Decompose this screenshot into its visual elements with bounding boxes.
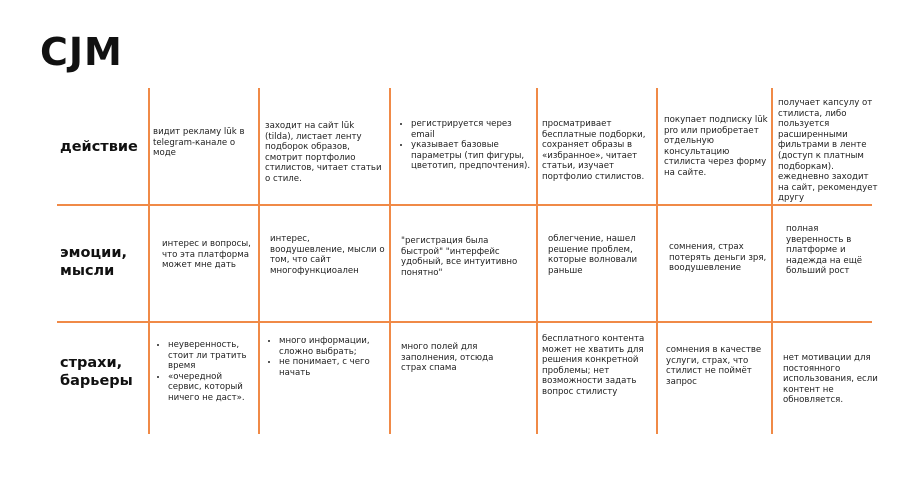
cell-action-5: покупает подписку lūk pro или приобретает отдельную консультацию стилиста через форму на сайте.	[664, 115, 768, 178]
cell-fears-4: бесплатного контента может не хватить для решения конкретной проблемы; нет возможности задать вопрос стилисту	[542, 334, 645, 397]
cell-emotions-2: интерес, воодушевление, мысли о том, что сайт многофункциоален	[270, 234, 385, 276]
column-divider-3	[389, 88, 391, 434]
column-divider-5	[656, 88, 658, 434]
cell-action-2: заходит на сайт lūk (tilda), листает ленту подборок образов, смотрит портфолио стилистов, читает статьи о стиле.	[265, 121, 382, 184]
cell-emotions-6: полная уверенность в платформе и надежда на ещё больший рост	[786, 224, 863, 277]
row-label-action: действие	[60, 139, 138, 155]
cell-emotions-4: облегчение, нашел решение проблем, которые волновали раньше	[548, 234, 638, 276]
row-label-emotions: эмоции, мысли	[60, 245, 127, 279]
cell-fears-2-item: • много информации, сложно выбрать;	[279, 336, 388, 357]
row-divider-2	[57, 321, 872, 323]
cell-action-4: просматривает бесплатные подборки, сохраняет образы в «избранное», читает статьи, изучает портфолио стилистов.	[542, 119, 646, 182]
cell-fears-3: много полей для заполнения, отсюда страх спама	[401, 342, 494, 374]
cell-action-6: получает капсулу от стилиста, либо пользуется расширенными фильтрами в ленте (доступ к платным подборкам). ежедневно заходит на сайт, рекомендует другу	[778, 98, 878, 204]
cell-fears-1-item: • «очередной сервис, который ничего не даст».	[168, 372, 253, 404]
cell-emotions-1: интерес и вопросы, что эта платформа может мне дать	[162, 239, 251, 271]
cell-action-1: видит рекламу lūk в telegram-канале о моде	[153, 127, 245, 159]
cell-fears-5: сомнения в качестве услуги, страх, что стилист не поймёт запрос	[666, 345, 762, 387]
cell-action-3	[400, 119, 534, 172]
cell-fears-6: нет мотивации для постоянного использования, если контент не обновляется.	[783, 353, 878, 406]
cell-fears-1-item: • неуверенность, стоит ли тратить время	[168, 340, 253, 372]
cell-action-3-item: • указывает базовые параметры (тип фигуры, цветотип, предпочтения).	[411, 140, 534, 172]
cell-fears-1	[157, 340, 253, 404]
row-label-fears: страхи, барьеры	[60, 355, 133, 389]
row-divider-1	[57, 204, 872, 206]
column-divider-6	[771, 88, 773, 434]
cell-emotions-3: "регистрация была быстрой" "интерфейс удобный, все интуитивно понятно"	[401, 236, 518, 278]
column-divider-1	[148, 88, 150, 434]
cell-fears-2	[268, 336, 388, 378]
column-divider-4	[536, 88, 538, 434]
page-title: CJM	[40, 30, 123, 74]
column-divider-2	[258, 88, 260, 434]
cell-emotions-5: сомнения, страх потерять деньги зря, воодушевление	[669, 242, 767, 274]
cell-fears-2-item: • не понимает, с чего начать	[279, 357, 388, 378]
cell-action-3-item: • регистрируется через email	[411, 119, 534, 140]
